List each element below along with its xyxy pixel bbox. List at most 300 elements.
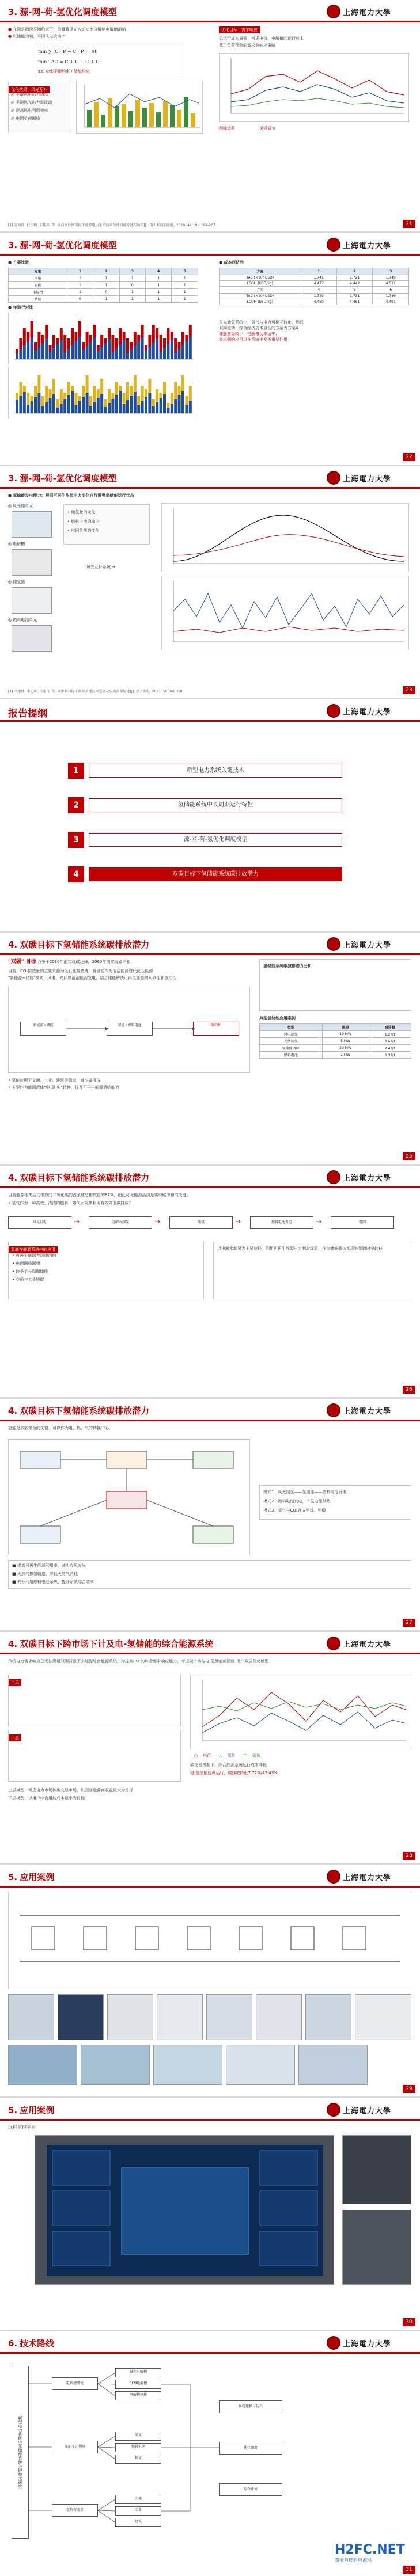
title-rule: [0, 2119, 420, 2121]
university-logo: [327, 237, 413, 253]
left-note-2: ● 以储能为辅，平抑风电波动率: [8, 34, 66, 39]
bar: [52, 348, 55, 359]
university-logo: [327, 3, 413, 20]
svg-text:min ∑ (C · P − C · P ) · Δt: min ∑ (C · P − C · P ) · Δt: [38, 49, 97, 54]
load-curve-svg: [220, 54, 408, 121]
bar: [97, 345, 100, 351]
bar: [141, 401, 144, 413]
agenda-item-4[interactable]: [68, 866, 356, 882]
bar: [89, 342, 92, 359]
bar: [97, 351, 100, 359]
bar: [60, 340, 63, 359]
load-curve-chart: [219, 53, 409, 122]
arrow-icon: →: [316, 1217, 322, 1226]
scheme-table-cell: 1: [119, 289, 145, 296]
bar: [145, 389, 147, 397]
case-table-cell: 20 MW: [322, 1045, 369, 1052]
bar: [86, 332, 89, 346]
bar: [148, 393, 151, 413]
bar: [185, 341, 188, 359]
bar: [108, 339, 111, 359]
cost-table-cell: 4.491: [373, 299, 409, 305]
cost-table-cell: 5: [337, 287, 373, 294]
bottom-panel: [8, 1560, 411, 1589]
page-number: 31: [403, 2566, 415, 2574]
university-logo: [327, 1169, 413, 1185]
th: 1: [301, 268, 336, 275]
bar: [148, 379, 151, 393]
chain-node: 电解水制氢: [89, 1216, 152, 1229]
bar: [56, 408, 59, 413]
bar: [16, 400, 18, 413]
right-diagram: [259, 959, 411, 1011]
slide-25: [0, 933, 420, 1166]
slide-title: 5. 应用案例: [8, 2105, 55, 2115]
bar: [27, 341, 29, 359]
bullet: ◎ 电网负荷调峰: [11, 116, 40, 121]
cost-table-cell: LCOH (USD/kg): [220, 299, 301, 305]
site-photo-9: [8, 2045, 77, 2085]
bar: [181, 345, 184, 359]
bar: [152, 325, 155, 343]
case-table-row: [260, 1045, 411, 1052]
bar: [60, 389, 63, 404]
bar: [167, 408, 169, 413]
title-rule: [0, 1186, 420, 1188]
curve-chart-2-svg: [162, 576, 408, 650]
bar: [67, 338, 70, 349]
cost-table-cell: 4.477: [301, 281, 336, 287]
seal-icon: [327, 1403, 340, 1417]
pv-image: [12, 511, 52, 538]
right-notes: [219, 319, 409, 343]
bar: [71, 345, 74, 359]
scheme-table-cell: 1: [146, 296, 172, 303]
bar: [78, 337, 81, 359]
agenda-number: 3: [68, 832, 84, 848]
bar: [134, 332, 137, 345]
bar: [63, 353, 66, 359]
bottom-note: ■ 提高可再生能源利用率，减少弃风弃光: [12, 1563, 86, 1568]
price-chart-svg: [191, 1675, 411, 1749]
bar: [137, 335, 140, 341]
bullet: ◎ 平抑风光出力率波动: [11, 100, 52, 105]
site-photo-5: [206, 1994, 252, 2040]
bar: [56, 344, 59, 359]
bar: [23, 386, 26, 392]
cost-table-cell: 4.511: [373, 281, 409, 287]
bar: [111, 399, 114, 413]
title-rule: [0, 21, 420, 22]
university-logo: [327, 1869, 413, 1885]
slide-22: [0, 233, 420, 466]
bar: [181, 332, 184, 345]
bar: [137, 396, 140, 405]
scheme-table-row: [9, 289, 198, 296]
bar: [82, 342, 85, 350]
bar: [167, 344, 169, 359]
bar: [93, 338, 96, 359]
bar: [52, 379, 55, 394]
bar: [101, 115, 105, 127]
monitor-photo: [35, 2135, 334, 2285]
bar: [74, 393, 77, 405]
note-line: 双向流动，综合经济成本最低的方案为方案4: [219, 326, 298, 330]
slide-title: 6. 技术路线: [8, 2338, 55, 2349]
logo-text: 上海電力大學: [343, 474, 392, 484]
page-number: 28: [403, 1852, 415, 1860]
bar: [19, 396, 22, 413]
mode-line: 模式2：燃料电池发电，产生电能供热: [263, 1499, 331, 1504]
bar: [119, 328, 122, 344]
agenda-item-1[interactable]: [68, 763, 356, 779]
agenda-label: 氢储能系统中长周期运行特性: [89, 798, 342, 812]
scheme-table-cell: 1: [172, 296, 198, 303]
agenda-number: 4: [68, 866, 84, 882]
scheme-table-cell: 1: [146, 289, 172, 296]
cost-table-cell: 1.731: [337, 294, 373, 299]
scheme-table-cell: 0: [93, 289, 119, 296]
bottom-note: 上层模型：考虑电力市场和碳交易市场，以园区运营商收益最大为目标: [8, 1788, 133, 1793]
bar: [111, 352, 114, 359]
bar: [189, 325, 192, 337]
lead-text: 氢能是多能耦合的关键，可以作为电、热、气的转换中心。: [8, 1426, 113, 1430]
bar: [174, 382, 177, 399]
bar: [41, 343, 44, 359]
scheme-table-cell: 1: [172, 282, 198, 289]
bar: [56, 399, 59, 408]
bar: [181, 375, 184, 391]
bar: [19, 349, 22, 359]
bar: [16, 349, 18, 353]
bar: [31, 396, 33, 401]
bullet: "新能源+储能"模式：风电、光伏等清洁能源发电，结合储能解决可再生能源的间歇性和波动性: [8, 976, 177, 980]
chain-node: 风光发电: [8, 1216, 71, 1229]
annual-chart-2-svg: [9, 367, 198, 418]
bar: [119, 391, 122, 413]
bar: [145, 345, 147, 351]
bullet: ◎ 提高风电利用效率: [11, 108, 48, 113]
bar: [100, 379, 103, 394]
bar: [115, 395, 118, 413]
result-node: 优化调度: [219, 2442, 282, 2455]
slide-23: [0, 466, 420, 699]
bar: [178, 349, 181, 359]
legend: —○— 电价 —△— 氢价 —□— 碳价: [190, 1753, 261, 1758]
bar: [177, 110, 181, 127]
box-title: 氢能在能源系统中的应用: [9, 1246, 58, 1253]
bar: [156, 112, 161, 127]
bullet: ◎ 平滑风电出力功率: [11, 92, 48, 97]
agenda-heading: 报告提纲: [8, 708, 47, 720]
bar: [52, 394, 55, 413]
right-note: 以电解水制氢为主要途径，利用可再生能源电力制取绿氢，作为储能载体实现能源跨时空转移: [217, 1246, 383, 1251]
bar: [130, 386, 133, 396]
right-note: 碳交易机制下，综合能源系统运行成本降低: [190, 1763, 267, 1767]
bar: [171, 393, 173, 404]
mid-panel: [63, 504, 150, 545]
site-photo-3: [107, 1994, 153, 2040]
logo-text: 上海電力大學: [343, 1640, 392, 1649]
cost-table-cell: 1.721: [337, 275, 373, 281]
reference: [1] 李建林, 李光辉, 马速良, 等. 碳中和目标下制氢关键技术进展及发展前景综述[J]. 热力发电, 2021, 50(06): 1-8.: [8, 690, 184, 694]
logo-text: 上海電力大學: [343, 1174, 392, 1183]
bar: [87, 110, 92, 127]
bar: [41, 396, 44, 406]
bar: [108, 403, 111, 413]
lead-text: 目前能源相关活动排放的二氧化碳约占全球总排放量的87%，由此可见能源活动是实现碳中和的关键。: [8, 1193, 191, 1197]
bar: [137, 405, 140, 413]
cost-table-cell: 4.461: [337, 299, 373, 305]
red-label-2: 灵活调节: [259, 126, 275, 131]
bar: [63, 335, 66, 353]
university-logo: [327, 2102, 413, 2118]
bar: [71, 328, 74, 345]
formula-block: [35, 43, 184, 77]
case-table-cell: 5 MW: [322, 1038, 369, 1045]
panel-label: 上层: [9, 1679, 21, 1686]
slide-28: [0, 1632, 420, 1865]
bar: [160, 398, 162, 413]
bar: [93, 325, 96, 338]
bar: [45, 325, 48, 338]
right-note: 总运行成本最低：考虑电价、电解槽的运行成本: [219, 36, 304, 41]
scheme-table-cell: 1: [93, 282, 119, 289]
left-box: [8, 1242, 204, 1299]
case-table-cell: 燃料电池: [260, 1052, 323, 1059]
slide-21: [0, 0, 420, 233]
bar: [145, 397, 147, 413]
bullet: • 氢气作为一种高效、清洁的燃料，如何大规模利用有效降低碳排放？: [8, 1201, 133, 1205]
bar: [45, 386, 48, 402]
scheme-table-cell: 风电: [9, 275, 67, 282]
svg-text:min TAC = C + C + C + C: min TAC = C + C + C + C: [38, 59, 100, 64]
bar: [94, 102, 99, 127]
scheme-table-row: [9, 275, 198, 282]
cost-table-cell: TAC (×10⁸ USD): [220, 275, 301, 281]
bar: [185, 335, 188, 341]
case-table-cell: 光伏制氢: [260, 1038, 323, 1045]
bar: [82, 350, 85, 359]
cost-table: [219, 268, 409, 305]
right-sub: 典型氢储能应用案例: [259, 1016, 296, 1021]
bar: [34, 342, 37, 351]
scheme-table-cell: 1: [146, 282, 172, 289]
bar: [63, 393, 66, 399]
bar: [115, 106, 119, 127]
case-table-cell: 2 MW: [322, 1052, 369, 1059]
slide-title: 4. 双碳目标下氢储能系统碳排放潜力: [8, 1406, 150, 1416]
electrolyzer-image: [12, 549, 52, 576]
right-head: 优化目标：需求响应: [219, 26, 409, 33]
cost-table-cell: 4.450: [301, 299, 336, 305]
bar: [78, 321, 81, 337]
cost-table-cell: 1.729: [301, 294, 336, 299]
agenda-label: 新型电力系统关键技术: [89, 764, 342, 778]
branch-node: 氢能多元利用: [52, 2441, 98, 2453]
bar: [170, 105, 175, 127]
bar: [123, 393, 126, 404]
site-photo-2: [58, 1994, 104, 2040]
svg-text:s.t. 功率平衡约束 / 储能约束: s.t. 功率平衡约束 / 储能约束: [38, 69, 90, 74]
bar: [174, 399, 177, 413]
bar: [82, 386, 85, 397]
bar: [149, 103, 154, 127]
scheme-table-cell: 光伏: [9, 282, 67, 289]
scheme-table-cell: 0: [67, 296, 93, 303]
slide-agenda: [0, 699, 420, 933]
logo-text: 上海電力大學: [343, 2106, 392, 2115]
agenda-label: 源-网-荷-氢优化调度模型: [89, 833, 342, 847]
chain-node: 电网: [331, 1216, 394, 1229]
arrow-icon: →: [235, 1217, 241, 1226]
cost-table-row: [220, 275, 409, 281]
bar: [115, 338, 118, 348]
site-photo-11: [153, 2045, 222, 2085]
bullet: 目前，CO₂排放量的主要来源为化石能源燃烧，将氢能作为清洁能源替代化石能源: [8, 969, 153, 973]
bottom-note: 下层模型：以用户综合用能成本最小为目标: [8, 1796, 85, 1801]
panel-label: 下层: [9, 1734, 21, 1741]
right-note: 基于负荷预测的需求侧响应策略: [219, 43, 275, 48]
right-title: 氢储能系统碳减排潜力分析: [263, 964, 312, 968]
bottom-note: ■ 充分利用燃料电池余热，提升系统综合效率: [12, 1580, 94, 1584]
cost-table-cell: TAC (×10⁸ USD): [220, 294, 301, 299]
slide-title: 3. 源-网-荷-氢优化调度模型: [8, 240, 117, 250]
bar: [178, 395, 181, 413]
leaf-node: 掺氢: [115, 2455, 161, 2464]
mode-line: 模式3：氢气与CO₂合成甲烷、甲醇: [263, 1508, 326, 1513]
box-item: • 跨季节长周期储能: [12, 1269, 48, 1274]
tank-image: [12, 587, 52, 614]
bar: [74, 405, 77, 413]
slide-26: [0, 1166, 420, 1399]
bar: [134, 345, 137, 359]
bar: [123, 340, 126, 359]
bar: [49, 345, 52, 352]
leaf-node: 交通: [115, 2495, 161, 2504]
bar: [167, 403, 169, 408]
bar: [111, 335, 114, 352]
bar: [31, 401, 33, 413]
bar: [156, 338, 158, 359]
bar: [34, 351, 37, 359]
leaf-node: 燃料电池: [115, 2443, 161, 2452]
bullet: • 储氢量的变化: [67, 510, 96, 515]
bar: [126, 338, 129, 353]
logo-text: 上海電力大學: [343, 1407, 392, 1416]
case-table-cell: 0.3万t: [369, 1052, 411, 1059]
bar: [135, 100, 140, 127]
bar: [108, 389, 111, 403]
bar: [86, 375, 89, 393]
bar: [37, 332, 40, 347]
bar: [174, 338, 177, 353]
title-rule: [0, 1420, 420, 1421]
bar: [167, 328, 169, 344]
logo-text: 上海電力大學: [343, 2339, 392, 2349]
bar: [74, 341, 77, 359]
bar: [123, 332, 126, 340]
th: 类型: [260, 1024, 323, 1031]
case-table-cell: 风电制氢: [260, 1031, 323, 1038]
bar: [115, 348, 118, 359]
bar: [174, 353, 177, 359]
bar: [160, 352, 162, 359]
schematic-svg: [9, 1892, 411, 1989]
bar: [141, 325, 144, 337]
title-rule: [0, 1886, 420, 1888]
bar: [37, 393, 40, 413]
agenda-number: 1: [68, 763, 84, 779]
bar: [160, 335, 162, 352]
power-chart-svg: [77, 81, 202, 133]
scheme-table-row: [9, 296, 198, 303]
slide-title: 5. 应用案例: [8, 1872, 55, 1882]
right-note: 电-氢储能协调运行，碳排放降低7.72%/47.43%: [190, 1771, 278, 1775]
agenda-item-3[interactable]: [68, 832, 356, 848]
red-label-1: 削峰填谷: [219, 126, 235, 131]
bar: [130, 349, 133, 359]
bar: [178, 386, 181, 395]
slide-30: [0, 2098, 420, 2331]
lead-line: "双碳" 目标 力争于2030年前实现碳达峰，2060年前实现碳中和: [8, 959, 131, 965]
bar: [181, 391, 184, 413]
bar: [34, 397, 37, 413]
bar: [156, 402, 158, 413]
agenda-label: 双碳目标下氢储能系统碳排放潜力: [89, 867, 342, 881]
slide-27: [0, 1399, 420, 1632]
annual-chart-1-svg: [9, 313, 198, 364]
leaf-node: PEM电解槽: [115, 2380, 161, 2389]
power-chart: [76, 81, 203, 134]
bar: [60, 328, 63, 340]
bar: [67, 349, 70, 359]
scheme-table-row: [9, 282, 198, 289]
leaf-node: 建筑: [115, 2518, 161, 2527]
bar: [27, 332, 29, 341]
chain-node: 燃料电池发电: [250, 1216, 313, 1229]
bar: [104, 407, 107, 413]
chain-node: 储氢: [169, 1216, 233, 1229]
bar: [152, 343, 155, 359]
bar: [49, 389, 52, 398]
bar: [171, 332, 173, 340]
scheme-table-cell: 1: [119, 275, 145, 282]
bar: [134, 375, 137, 392]
university-logo: [327, 470, 413, 486]
title-rule: [0, 1653, 420, 1654]
agenda-item-2[interactable]: [68, 797, 356, 813]
bar: [56, 338, 59, 344]
logo-text: 上海電力大學: [343, 241, 392, 250]
bar: [130, 396, 133, 413]
branch-node: 电解槽研究: [52, 2377, 98, 2390]
bar: [89, 335, 92, 342]
page-number: 23: [403, 686, 415, 694]
section-label: ● 年运行对比: [8, 305, 33, 310]
result-panel: [8, 82, 71, 132]
bar: [67, 395, 70, 413]
cost-table-cell: 1.746: [373, 294, 409, 299]
bar: [37, 375, 40, 393]
case-table-cell: 10 MW: [322, 1031, 369, 1038]
th: 1: [67, 268, 93, 275]
bar: [67, 382, 70, 395]
item-label: ◎ 电解槽: [8, 542, 25, 546]
right-diagram: [213, 1242, 411, 1299]
logo-text: 上海電力大學: [343, 8, 392, 17]
page-number: 21: [403, 220, 415, 228]
